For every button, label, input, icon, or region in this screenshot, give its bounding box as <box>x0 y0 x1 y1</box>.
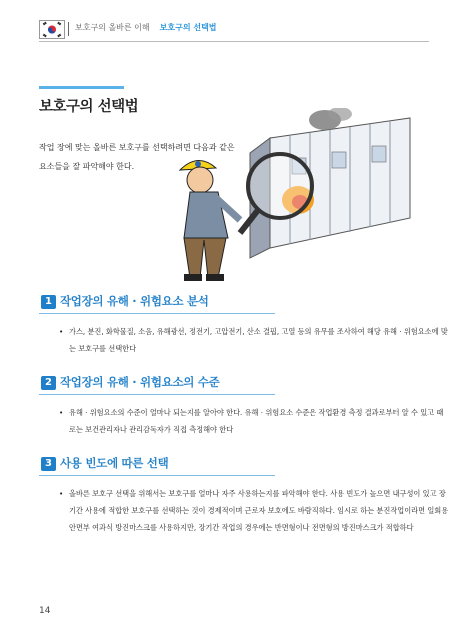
section-bullet: • 가스, 분진, 화학물질, 소음, 유해광선, 정전기, 고압전기, 산소 결핍, 고열 등의 유무를 조사하여 해당 유해 · 위험요소에 맞는 보호구를 선택한다 <box>59 323 449 357</box>
title-accent-bar <box>39 86 124 89</box>
page-title: 보호구의 선택법 <box>39 99 139 115</box>
breadcrumb-parent: 보호구의 올바른 이해 <box>75 23 150 32</box>
section-rule <box>39 394 275 395</box>
korean-flag-icon <box>39 20 65 39</box>
section-number-badge: 1 <box>41 295 56 309</box>
header-rule <box>39 41 429 42</box>
intro-text: 작업 장에 맞는 올바른 보호구를 선택하려면 다음과 같은 요소들을 잘 파악해야 한다. <box>39 143 235 171</box>
section-heading <box>39 292 439 312</box>
worker-inspecting-factory-illustration <box>170 108 430 283</box>
section-number-badge: 2 <box>41 376 56 390</box>
page-number: 14 <box>39 606 51 616</box>
section-title: 작업장의 유해 · 위험요소의 수준 <box>60 375 220 389</box>
section-title: 사용 빈도에 따른 선택 <box>60 456 169 470</box>
page-header <box>39 20 439 42</box>
section-1 <box>39 292 448 353</box>
section-heading <box>39 454 439 474</box>
section-number-badge: 3 <box>41 457 56 471</box>
breadcrumb <box>75 22 217 33</box>
section-title: 작업장의 유해 · 위험요소 분석 <box>60 294 209 308</box>
section-bullet: • 올바른 보호구 선택을 위해서는 보호구를 얼마나 자주 사용하는지를 파악해야 한다. 사용 빈도가 높으면 내구성이 있고 장기간 사용에 적합한 보호구를 선택하는 것이 경제적이며 근로자 보호에도 바람직하다. 임시로 하는 분진작업이라면 일회용 안면부 여과식 방진마스크를 사용하지만, 장기간 작업의 경우에는 반면형이나 전면형의 방진마스크가 적합하다 <box>59 485 449 536</box>
section-2 <box>39 373 444 434</box>
header-divider <box>68 22 69 36</box>
section-rule <box>39 475 275 476</box>
section-bullet: • 유해 · 위험요소의 수준이 얼마나 되는지를 알아야 한다. 유해 · 위험요소 수준은 작업환경 측정 결과로부터 알 수 있고 때로는 보건관리자나 관리감독자가 직접 측정해야 한다 <box>59 404 449 438</box>
breadcrumb-current: 보호구의 선택법 <box>159 23 217 32</box>
section-heading <box>39 373 439 393</box>
section-rule <box>39 313 275 314</box>
section-3 <box>39 454 449 532</box>
